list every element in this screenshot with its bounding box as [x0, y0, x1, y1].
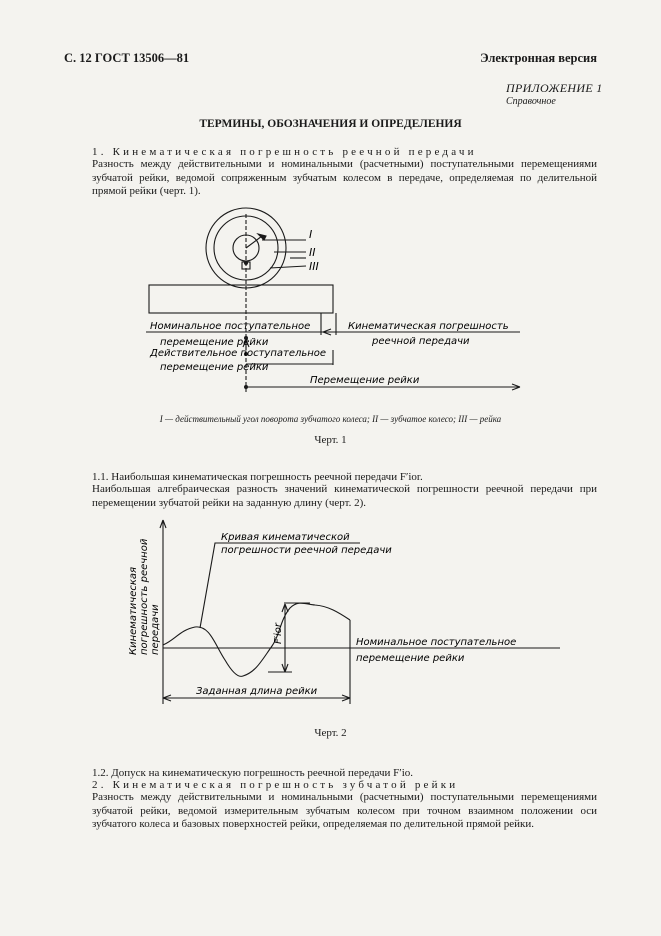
label-actual-2: перемещение рейки — [160, 362, 269, 373]
section-1-1-heading: 1.1. Наибольшая кинематическая погрешность реечной передачи F′ior. — [92, 471, 423, 483]
appendix-subtitle: Справочное — [506, 96, 556, 107]
section-1-heading: 1. Кинематическая погрешность реечной передачи — [92, 146, 477, 158]
label-nominal-2: перемещение рейки — [356, 653, 465, 664]
figure-1-caption: Черт. 1 — [314, 434, 347, 446]
label-yaxis-3: передачи — [150, 604, 161, 655]
label-length: Заданная длина рейки — [196, 686, 318, 697]
label-movement: Перемещение рейки — [310, 375, 420, 386]
page-header-left: С. 12 ГОСТ 13506—81 — [64, 51, 190, 65]
label-roman-1: I — [309, 228, 313, 241]
page-header-right: Электронная версия — [480, 51, 597, 65]
section-2-text: Разность между действительными и номинальными (расчетными) поступательными перемещениями зубчатой рейки, ведомой измерительным зубчатым колесом при точном взаимном положении оси зубчатого колеса и базовых поверхностей рейки, определяемая по делительной прямой рейки. — [92, 791, 597, 830]
label-actual-1: Действительное поступательное — [150, 348, 327, 359]
kinematic-error-curve — [163, 603, 350, 676]
label-roman-3: III — [309, 260, 319, 273]
label-kin-error-2: реечной передачи — [372, 336, 470, 347]
document-title: ТЕРМИНЫ, ОБОЗНАЧЕНИЯ И ОПРЕДЕЛЕНИЯ — [199, 118, 462, 130]
label-nominal-2: перемещение рейки — [160, 337, 269, 348]
label-kin-error-1: Кинематическая погрешность — [348, 321, 509, 332]
figure-2-caption: Черт. 2 — [314, 727, 347, 739]
label-curve-1: Кривая кинематической — [221, 532, 350, 543]
figure-1-legend: I — действительный угол поворота зубчатого колеса; II — зубчатое колесо; III — рейка — [159, 414, 502, 424]
label-fior: F′ior — [273, 622, 284, 644]
appendix-title: ПРИЛОЖЕНИЕ 1 — [506, 81, 603, 95]
label-nominal-1: Номинальное поступательное — [150, 321, 311, 332]
label-roman-2: II — [309, 246, 316, 259]
section-1-1-text: Наибольшая алгебраическая разность значений кинематической погрешности реечной передачи при перемещении зубчатой рейки на заданную длину (черт. 2). — [92, 483, 597, 509]
section-1-2-heading: 1.2. Допуск на кинематическую погрешность реечной передачи F′io. — [92, 767, 413, 779]
section-2-heading: 2. Кинематическая погрешность зубчатой рейки — [92, 779, 459, 791]
section-1-text: Разность между действительными и номинальными (расчетными) поступательными перемещениями зубчатой рейки, ведомой сопряженным зубчатым колесом в передаче, определяемая по делительной прямой рейки (черт. 1). — [92, 158, 597, 197]
label-yaxis-1: Кинематическая — [128, 566, 139, 655]
label-yaxis-2: погрешность реечной — [139, 538, 150, 655]
label-curve-2: погрешности реечной передачи — [221, 545, 392, 556]
label-nominal-1: Номинальное поступательное — [356, 637, 517, 648]
